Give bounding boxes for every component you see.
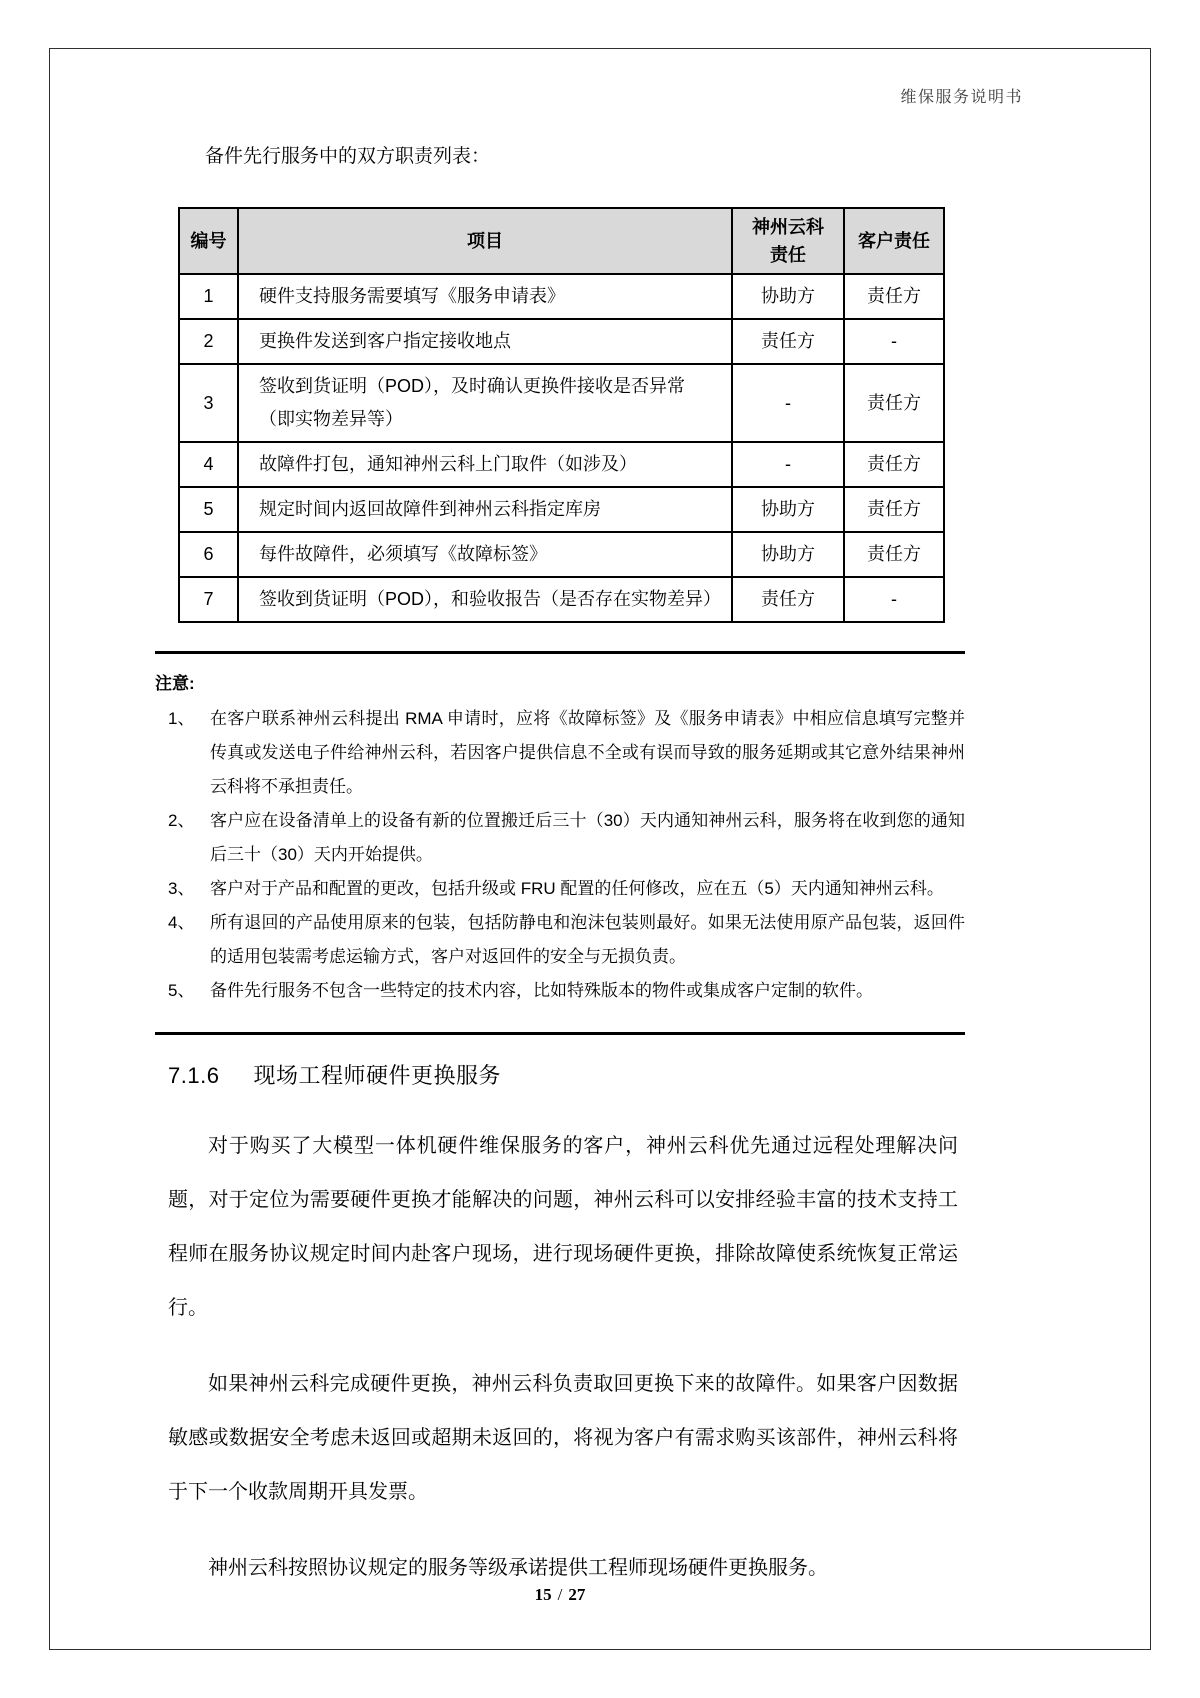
row-number-cell: 3 <box>179 364 238 442</box>
row-vendor-cell: - <box>732 442 844 487</box>
row-vendor-cell: - <box>732 364 844 442</box>
table-row <box>179 364 944 442</box>
row-customer-cell: - <box>844 577 944 622</box>
row-customer-cell: 责任方 <box>844 364 944 442</box>
row-item-cell: 签收到货证明（POD），及时确认更换件接收是否异常（即实物差异等） <box>238 364 732 442</box>
note-number: 5、 <box>168 981 195 1000</box>
row-customer-cell: 责任方 <box>844 487 944 532</box>
row-customer-cell: 责任方 <box>844 442 944 487</box>
paragraph: 对于购买了大模型一体机硬件维保服务的客户，神州云科优先通过远程处理解决问题，对于定位为需要硬件更换才能解决的问题，神州云科可以安排经验丰富的技术支持工程师在服务协议规定时间内赴客户现场，进行现场硬件更换，排除故障使系统恢复正常运行。 <box>168 1135 958 1319</box>
row-number-cell: 5 <box>179 487 238 532</box>
row-customer-cell: 责任方 <box>844 274 944 319</box>
column-header-item: 项目 <box>238 208 732 274</box>
vendor-header-line2: 责任 <box>770 245 806 265</box>
page-number-current: 15 <box>534 1585 552 1604</box>
row-item-cell: 签收到货证明（POD），和验收报告（是否存在实物差异） <box>238 577 732 622</box>
note-number: 3、 <box>168 879 195 898</box>
row-item-cell: 故障件打包，通知神州云科上门取件（如涉及） <box>238 442 732 487</box>
note-item <box>155 906 965 974</box>
column-header-number: 编号 <box>179 208 238 274</box>
row-item-cell: 更换件发送到客户指定接收地点 <box>238 319 732 364</box>
row-vendor-cell: 协助方 <box>732 532 844 577</box>
table-row <box>179 442 944 487</box>
section-title: 现场工程师硬件更换服务 <box>253 1063 501 1088</box>
page-content <box>155 143 965 1595</box>
row-customer-cell: 责任方 <box>844 532 944 577</box>
horizontal-rule-top <box>155 651 965 654</box>
table-intro-text: 备件先行服务中的双方职责列表： <box>205 146 491 167</box>
table-row <box>179 319 944 364</box>
note-text: 客户应在设备清单上的设备有新的位置搬迁后三十（30）天内通知神州云科，服务将在收到您的通知后三十（30）天内开始提供。 <box>210 811 965 864</box>
row-vendor-cell: 责任方 <box>732 577 844 622</box>
paragraph: 如果神州云科完成硬件更换，神州云科负责取回更换下来的故障件。如果客户因数据敏感或数据安全考虑未返回或超期未返回的，将视为客户有需求购买该部件，神州云科将于下一个收款周期开具发票。 <box>168 1373 958 1503</box>
row-number-cell: 4 <box>179 442 238 487</box>
note-number: 4、 <box>168 913 195 932</box>
row-vendor-cell: 协助方 <box>732 487 844 532</box>
row-number-cell: 6 <box>179 532 238 577</box>
table-header-row <box>179 208 944 274</box>
note-text: 所有退回的产品使用原来的包装，包括防静电和泡沫包装则最好。如果无法使用原产品包装，返回件的适用包装需考虑运输方式，客户对返回件的安全与无损负责。 <box>210 913 965 966</box>
row-number-cell: 1 <box>179 274 238 319</box>
page-number-separator: / <box>557 1585 563 1604</box>
horizontal-rule-section <box>155 1032 965 1035</box>
section-number: 7.1.6 <box>168 1063 220 1088</box>
responsibilities-table <box>178 207 945 623</box>
notes-list <box>155 702 965 1008</box>
paragraph: 神州云科按照协议规定的服务等级承诺提供工程师现场硬件更换服务。 <box>208 1557 828 1579</box>
row-vendor-cell: 责任方 <box>732 319 844 364</box>
row-customer-cell: - <box>844 319 944 364</box>
document-header-title: 维保服务说明书 <box>900 89 1023 106</box>
note-text: 备件先行服务不包含一些特定的技术内容，比如特殊版本的物件或集成客户定制的软件。 <box>210 981 873 1000</box>
note-item <box>155 702 965 804</box>
note-number: 1、 <box>168 709 195 728</box>
notes-title: 注意: <box>155 674 195 693</box>
note-item <box>155 872 965 906</box>
row-item-cell: 规定时间内返回故障件到神州云科指定库房 <box>238 487 732 532</box>
page-number-total: 27 <box>568 1585 586 1604</box>
table-row <box>179 577 944 622</box>
column-header-vendor-responsibility <box>732 208 844 274</box>
note-item <box>155 804 965 872</box>
column-header-customer-responsibility: 客户责任 <box>844 208 944 274</box>
row-number-cell: 2 <box>179 319 238 364</box>
row-number-cell: 7 <box>179 577 238 622</box>
section-heading <box>168 1061 965 1091</box>
note-item <box>155 974 965 1008</box>
note-number: 2、 <box>168 811 195 830</box>
note-text: 客户对于产品和配置的更改，包括升级或 FRU 配置的任何修改，应在五（5）天内通知神州云科。 <box>210 879 944 898</box>
row-vendor-cell: 协助方 <box>732 274 844 319</box>
row-item-cell: 硬件支持服务需要填写《服务申请表》 <box>238 274 732 319</box>
row-item-cell: 每件故障件，必须填写《故障标签》 <box>238 532 732 577</box>
note-text: 在客户联系神州云科提出 RMA 申请时，应将《故障标签》及《服务申请表》中相应信息填写完整并传真或发送电子件给神州云科，若因客户提供信息不全或有误而导致的服务延期或其它意外结果神州云科将不承担责任。 <box>210 709 965 796</box>
page-footer <box>155 1585 965 1605</box>
vendor-header-line1: 神州云科 <box>752 217 824 237</box>
table-row <box>179 487 944 532</box>
table-row <box>179 274 944 319</box>
table-row <box>179 532 944 577</box>
